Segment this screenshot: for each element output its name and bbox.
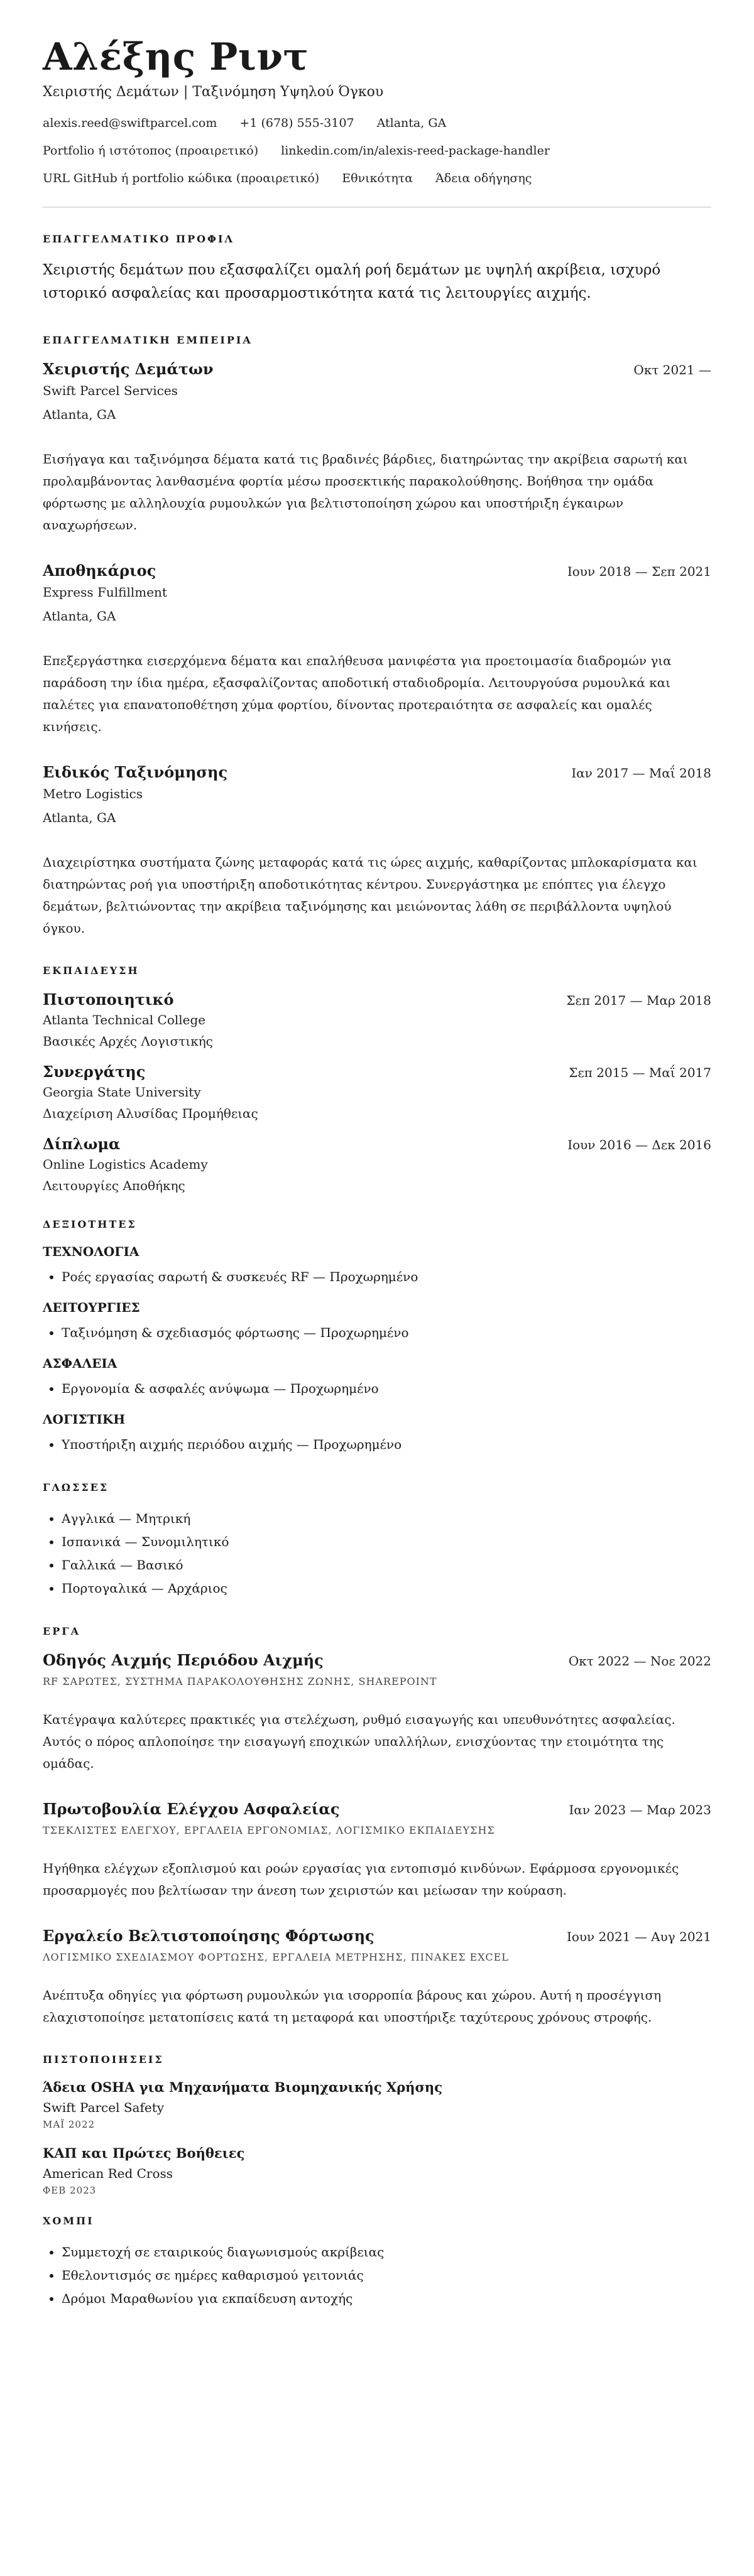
project-entry <box>43 1651 711 1775</box>
project-name: Πρωτοβουλία Ελέγχου Ασφαλείας <box>43 1799 340 1818</box>
project-description: Ηγήθηκα ελέγχων εξοπλισμού και ροών εργασίας για εντοπισμό κινδύνων. Εφάρμοσα εργονομικές προσαρμογές που βελτίωσαν την άνεση των χειριστών και μείωσαν την κούραση. <box>43 1860 679 1898</box>
skill-list <box>43 1377 711 1400</box>
project-description: Ανέπτυξα οδηγίες για φόρτωση ρυμουλκών για ισορροπία βάρους και χώρου. Αυτή η προσέγγιση ελαχιστοποίησε μετατοπίσεις κατά τη μεταφορά και υποστήριξε ταχύτερους χρόνους στροφής. <box>43 1987 662 2025</box>
job-description: Διαχειρίστηκα συστήματα ζώνης μεταφοράς κατά τις ώρες αιχμής, καθαρίζοντας μπλοκαρίσματα και διατηρώντας ροή για υποστήριξη αποδοτικότητας κέντρου. Συνεργάστηκα με επόπτες για έλεγχο δεμάτων, βελτιώνοντας την ακρίβεια ταξινόμησης και μειώνοντας λάθη σε περιβάλλοντα υψηλού όγκου. <box>43 854 697 936</box>
degree-title: Συνεργάτης <box>43 1062 146 1081</box>
experience-entry <box>43 561 711 738</box>
skill-item: • Εργονομία & ασφαλές ανύψωμα — Προχωρημένο <box>62 1377 711 1400</box>
project-dates: Ιουν 2021 — Αυγ 2021 <box>566 1929 711 1944</box>
education-dates: Σεπ 2015 — Μαΐ 2017 <box>569 1064 711 1080</box>
experience-section <box>43 334 711 939</box>
job-location: Atlanta, GA <box>43 809 116 825</box>
candidate-headline: Χειριστής Δεμάτων | Ταξινόμηση Υψηλού Όγκου <box>43 84 384 100</box>
job-dates: Ιουν 2018 — Σεπ 2021 <box>567 563 711 579</box>
certifications-section <box>43 2054 711 2196</box>
skill-list <box>43 1265 711 1289</box>
section-title: ΔΕΞΙΟΤΗΤΕΣ <box>43 1218 137 1230</box>
degree-title: Πιστοποιητικό <box>43 990 174 1009</box>
education-entry <box>43 1135 711 1193</box>
study-field: Διαχείριση Αλυσίδας Προμήθειας <box>43 1105 258 1121</box>
job-description: Επεξεργάστηκα εισερχόμενα δέματα και επαλήθευσα μανιφέστα για προετοιμασία διαδρομών για παράδοση την ίδια ημέρα, εξασφαλίζοντας αποδοτική σταδιοδρομία. Λειτουργούσα ρυμουλκά και παλέτες για επανατοποθέτηση χύμα φορτίου, δίνοντας προτεραιότητα σε ασφαλείς και ομαλές κινήσεις. <box>43 652 672 734</box>
project-name: Εργαλείο Βελτιστοποίησης Φόρτωσης <box>43 1926 374 1945</box>
certification-issuer: American Red Cross <box>43 2165 173 2181</box>
skill-list <box>43 1433 711 1456</box>
skills-section <box>43 1218 711 1456</box>
certification-date: ΜΑΪ 2022 <box>43 2118 96 2130</box>
profile-section <box>43 233 711 305</box>
nationality-text: Εθνικότητα <box>342 171 413 185</box>
language-item: • Ισπανικά — Συνομιλητικό <box>62 1530 711 1554</box>
study-field: Λειτουργίες Αποθήκης <box>43 1177 185 1193</box>
skill-category: ΑΣΦΑΛΕΙΑ <box>43 1355 117 1371</box>
education-section <box>43 965 711 1193</box>
language-list <box>43 1507 711 1600</box>
portfolio-link[interactable]: Portfolio ή ιστότοπος (προαιρετικό) <box>43 144 259 158</box>
language-item: • Γαλλικά — Βασικό <box>62 1554 711 1577</box>
project-tech: RF ΣΑΡΩΤΕΣ, ΣΥΣΤΗΜΑ ΠΑΡΑΚΟΛΟΥΘΗΣΗΣ ΖΩΝΗΣ, SHAREPOINT <box>43 1675 437 1687</box>
hobby-item: • Δρόμοι Μαραθωνίου για εκπαίδευση αντοχής <box>62 2287 711 2310</box>
skill-item: • Ροές εργασίας σαρωτή & συσκευές RF — Προχωρημένο <box>62 1265 711 1289</box>
contact-row-3 <box>43 171 711 185</box>
linkedin-link[interactable]: linkedin.com/in/alexis-reed-package-handler <box>281 144 550 158</box>
skill-item: • Υποστήριξη αιχμής περιόδου αιχμής — Προχωρημένο <box>62 1433 711 1456</box>
section-title: ΧΟΜΠΙ <box>43 2214 94 2227</box>
school-name: Georgia State University <box>43 1084 201 1100</box>
section-title: ΕΚΠΑΙΔΕΥΣΗ <box>43 964 139 977</box>
job-title: Χειριστής Δεμάτων <box>43 359 214 378</box>
candidate-name: Αλέξης Ριντ <box>43 35 309 79</box>
project-entry <box>43 1800 711 1902</box>
contact-row-1 <box>43 116 711 130</box>
certification-entry <box>43 2079 711 2130</box>
degree-title: Δίπλωμα <box>43 1134 121 1153</box>
company-name: Metro Logistics <box>43 786 143 801</box>
skill-category: ΤΕΧΝΟΛΟΓΙΑ <box>43 1243 139 1259</box>
study-field: Βασικές Αρχές Λογιστικής <box>43 1033 213 1049</box>
hobbies-section <box>43 2215 711 2310</box>
hobby-item: • Εθελοντισμός σε ημέρες καθαρισμού γειτονιάς <box>62 2264 711 2287</box>
email-link[interactable]: alexis.reed@swiftparcel.com <box>43 116 217 130</box>
certification-issuer: Swift Parcel Safety <box>43 2099 165 2115</box>
education-entry <box>43 990 711 1049</box>
language-item: • Αγγλικά — Μητρική <box>62 1507 711 1530</box>
skill-category: ΛΕΙΤΟΥΡΓΙΕΣ <box>43 1299 140 1315</box>
phone-number[interactable]: +1 (678) 555-3107 <box>239 116 354 130</box>
certification-name: Άδεια OSHA για Μηχανήματα Βιομηχανικής Χρήσης <box>43 2079 442 2095</box>
languages-section <box>43 1481 711 1600</box>
education-dates: Ιουν 2016 — Δεκ 2016 <box>567 1137 711 1152</box>
project-name: Οδηγός Αιχμής Περιόδου Αιχμής <box>43 1650 324 1669</box>
experience-entry <box>43 360 711 536</box>
hobby-item: • Συμμετοχή σε εταιρικούς διαγωνισμούς ακρίβειας <box>62 2241 711 2264</box>
section-title: ΓΛΩΣΣΕΣ <box>43 1481 109 1493</box>
skill-category: ΛΟΓΙΣΤΙΚΗ <box>43 1411 126 1427</box>
hobby-list <box>43 2241 711 2310</box>
github-link[interactable]: URL GitHub ή portfolio κώδικα (προαιρετικό) <box>43 171 320 185</box>
job-description: Εισήγαγα και ταξινόμησα δέματα κατά τις βραδινές βάρδιες, διατηρώντας την ακρίβεια σαρωτή και προλαμβάνοντας λανθασμένα φορτία μέσω προσεκτικής παρακολούθησης. Βοήθησα την ομάδα φόρτωσης με αλληλουχία ρυμουλκών για βελτιστοποίηση χώρου και υποστήριξη έγκαιρων αναχωρήσεων. <box>43 451 688 533</box>
section-title: ΕΡΓΑ <box>43 1625 80 1637</box>
skill-item: • Ταξινόμηση & σχεδιασμός φόρτωσης — Προχωρημένο <box>62 1321 711 1345</box>
project-entry <box>43 1927 711 2028</box>
company-name: Swift Parcel Services <box>43 382 178 398</box>
certification-date: ΦΕΒ 2023 <box>43 2184 97 2196</box>
section-title: ΠΙΣΤΟΠΟΙΗΣΕΙΣ <box>43 2053 164 2065</box>
project-dates: Οκτ 2022 — Νοε 2022 <box>568 1653 711 1669</box>
header-divider <box>43 207 711 208</box>
job-dates: Ιαν 2017 — Μαΐ 2018 <box>571 765 711 781</box>
job-location: Atlanta, GA <box>43 406 116 422</box>
driving-license-text: Άδεια οδήγησης <box>435 171 532 185</box>
company-name: Express Fulfillment <box>43 584 167 600</box>
school-name: Online Logistics Academy <box>43 1156 208 1172</box>
job-location: Atlanta, GA <box>43 608 116 624</box>
project-tech: ΤΣΕΚΛΙΣΤΕΣ ΕΛΕΓΧΟΥ, ΕΡΓΑΛΕΙΑ ΕΡΓΟΝΟΜΙΑΣ, ΛΟΓΙΣΜΙΚΟ ΕΚΠΑΙΔΕΥΣΗΣ <box>43 1824 495 1836</box>
certification-entry <box>43 2145 711 2196</box>
school-name: Atlanta Technical College <box>43 1012 206 1027</box>
section-title: ΕΠΑΓΓΕΛΜΑΤΙΚΗ ΕΜΠΕΙΡΙΑ <box>43 333 253 346</box>
education-entry <box>43 1063 711 1121</box>
job-dates: Οκτ 2021 — <box>633 362 711 377</box>
resume-header <box>43 36 711 185</box>
section-title: ΕΠΑΓΓΕΛΜΑΤΙΚΟ ΠΡΟΦΙΛ <box>43 233 234 245</box>
project-description: Κατέγραψα καλύτερες πρακτικές για στελέχωση, ρυθμό εισαγωγής και υπευθυνότητες ασφαλείας. Αυτός ο πόρος απλοποίησε την εισαγωγή εποχικών υπαλλήλων, ενισχύοντας την ετοιμότητα της ομάδας. <box>43 1711 675 1771</box>
job-title: Αποθηκάριος <box>43 561 156 580</box>
profile-summary: Χειριστής δεμάτων που εξασφαλίζει ομαλή ροή δεμάτων με υψηλή ακρίβεια, ισχυρό ιστορικό ασφαλείας και προσαρμοστικότητα κατά τις λειτουργίες αιχμής. <box>43 262 661 301</box>
contact-row-2 <box>43 144 711 158</box>
skill-list <box>43 1321 711 1345</box>
location-text: Atlanta, GA <box>376 116 447 130</box>
education-dates: Σεπ 2017 — Μαρ 2018 <box>566 992 711 1008</box>
project-tech: ΛΟΓΙΣΜΙΚΟ ΣΧΕΔΙΑΣΜΟΥ ΦΟΡΤΩΣΗΣ, ΕΡΓΑΛΕΙΑ ΜΕΤΡΗΣΗΣ, ΠΙΝΑΚΕΣ EXCEL <box>43 1951 509 1963</box>
language-item: • Πορτογαλικά — Αρχάριος <box>62 1577 711 1600</box>
experience-entry <box>43 763 711 939</box>
job-title: Ειδικός Ταξινόμησης <box>43 762 228 781</box>
certification-name: ΚΑΠ και Πρώτες Βοήθειες <box>43 2145 245 2161</box>
project-dates: Ιαν 2023 — Μαρ 2023 <box>569 1802 711 1817</box>
projects-section <box>43 1625 711 2028</box>
